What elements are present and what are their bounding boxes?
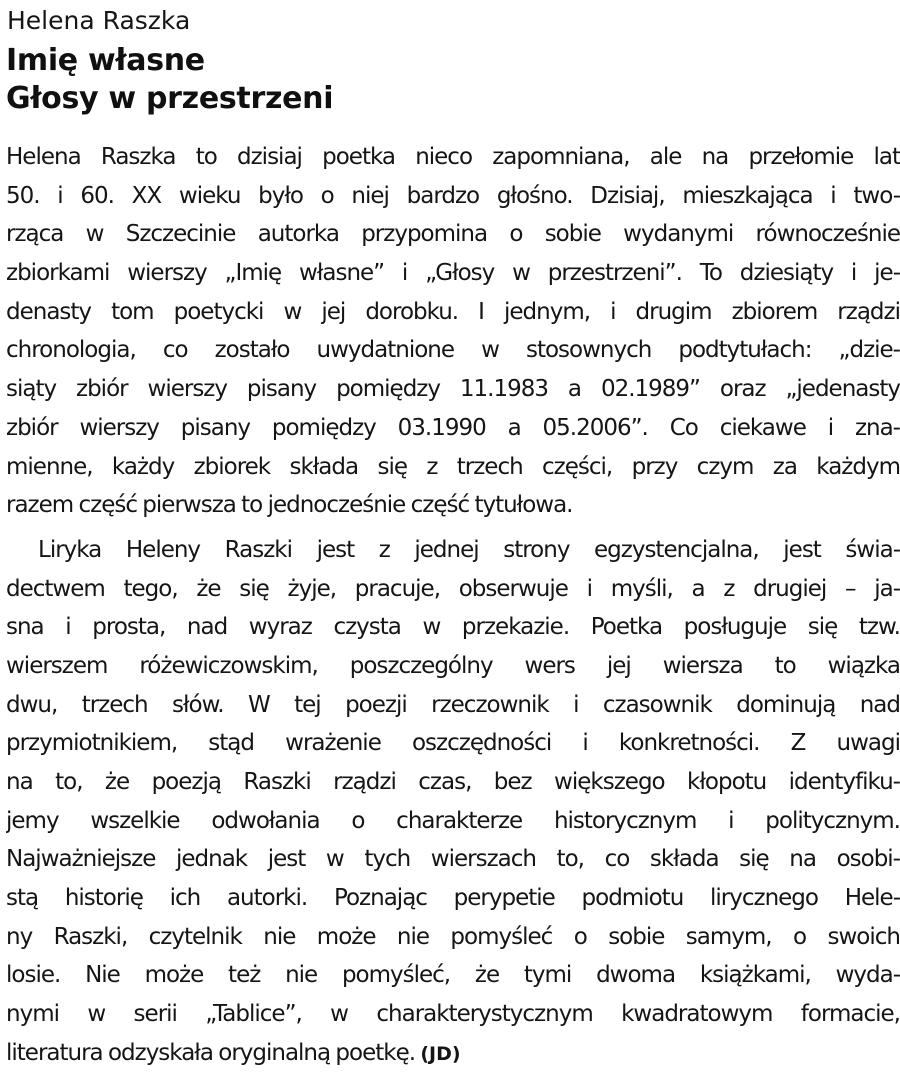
text-line: 50. i 60. XX wieku było o niej bardzo głośno. Dzisiaj, mieszkająca i two-: [6, 182, 900, 209]
text-line: na to, że poezją Raszki rządzi czas, bez większego kłopotu identyfiku-: [6, 769, 900, 795]
final-line-text: literatura odzyskała oryginalną poetkę.: [6, 1039, 416, 1066]
text-line: Najważniejsze jednak jest w tych wierszach to, co składa się na osobi-: [6, 846, 900, 873]
article-author: Helena Raszka: [7, 6, 191, 35]
text-line: denasty tom poetycki w jej dorobku. I jednym, i drugim zbiorem rządzi: [6, 298, 900, 325]
text-line: stą historię ich autorki. Poznając perypetie podmiotu lirycznego Hele-: [6, 885, 900, 912]
text-line: zbiór wierszy pisany pomiędzy 03.1990 a 05.2006”. Co ciekawe i zna-: [6, 414, 900, 441]
text-line: rząca w Szczecinie autorka przypomina o sobie wydanymi równocześnie: [6, 221, 900, 248]
text-line: razem część pierwsza to jednocześnie część tytułowa.: [6, 492, 573, 519]
article-title-line-2: Głosy w przestrzeni: [6, 81, 334, 116]
text-line: sna i prosta, nad wyraz czysta w przekazie. Poetka posługuje się tzw.: [6, 614, 900, 641]
text-line: wierszem różewiczowskim, poszczególny wers jej wiersza to wiązka: [6, 652, 900, 679]
text-line: nymi w serii „Tablice”, w charakterystycznym kwadratowym formacie,: [6, 1001, 900, 1028]
text-line: mienne, każdy zbiorek składa się z trzech części, przy czym za każdym: [6, 453, 900, 480]
text-line-final: [6, 1034, 900, 1073]
text-line: zbiorkami wierszy „Imię własne” i „Głosy w przestrzeni”. To dziesiąty i je-: [6, 260, 900, 287]
article-body: [6, 138, 900, 1073]
text-line: losie. Nie może też nie pomyśleć, że tymi dwoma książkami, wyda-: [6, 962, 900, 989]
text-line: Helena Raszka to dzisiaj poetka nieco zapomniana, ale na przełomie lat: [6, 144, 900, 170]
text-line: dectwem tego, że się żyje, pracuje, obserwuje i myśli, a z drugiej – ja-: [6, 575, 900, 602]
text-line: ny Raszki, czytelnik nie może nie pomyśleć o sobie samym, o swoich: [6, 923, 900, 950]
text-line: jemy wszelkie odwołania o charakterze historycznym i politycznym.: [6, 807, 900, 834]
text-line: siąty zbiór wierszy pisany pomiędzy 11.1983 a 02.1989” oraz „jedenasty: [6, 376, 900, 403]
text-line: przymiotnikiem, stąd wrażenie oszczędności i konkretności. Z uwagi: [6, 730, 900, 757]
article-title-line-1: Imię własne: [6, 43, 205, 78]
text-line: chronologia, co zostało uwydatnione w stosownych podtytułach: „dzie-: [6, 337, 900, 364]
author-signature: (JD): [420, 1042, 461, 1065]
text-line: dwu, trzech słów. W tej poezji rzeczownik i czasownik dominują nad: [6, 691, 900, 718]
text-line: Liryka Heleny Raszki jest z jednej strony egzystencjalna, jest świa-: [38, 536, 900, 563]
